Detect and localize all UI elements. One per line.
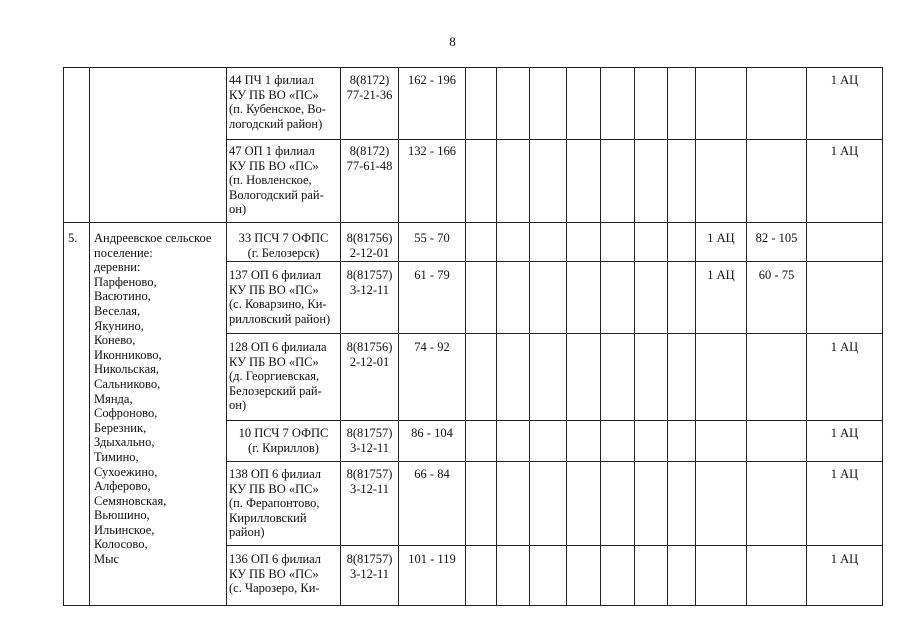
equipment-count: 1 АЦ <box>830 426 859 440</box>
table-border-bottom <box>63 605 883 606</box>
equipment-count: 1 АЦ <box>830 73 859 87</box>
phone: 8(81756) 2-12-01 <box>346 231 393 260</box>
fire-unit: 137 ОП 6 филиал КУ ПБ ВО «ПС» (с. Коварзино, Ки- рилловский район) <box>229 268 331 326</box>
equipment-count: 1 АЦ <box>830 467 859 481</box>
page-number: 8 <box>449 34 456 49</box>
fire-unit: 128 ОП 6 филиала КУ ПБ ВО «ПС» (д. Георгиевская, Белозерский рай- он) <box>229 340 327 413</box>
equipment-count: 1 АЦ <box>707 268 735 282</box>
phone: 8(81757) 3-12-11 <box>346 467 393 496</box>
arrival-range-secondary: 60 - 75 <box>758 268 795 282</box>
phone: 8(8172) 77-61-48 <box>346 144 393 173</box>
column-divider <box>496 67 497 606</box>
column-divider <box>529 67 530 606</box>
fire-unit: 136 ОП 6 филиал КУ ПБ ВО «ПС» (с. Чарозеро, Ки- <box>229 552 322 596</box>
arrival-range: 132 - 166 <box>408 144 456 158</box>
column-divider <box>667 67 668 606</box>
equipment-count: 1 АЦ <box>707 231 735 245</box>
table-border-top <box>63 67 883 68</box>
fire-unit: 138 ОП 6 филиал КУ ПБ ВО «ПС» (п. Ферапонтово, Кирилловский район) <box>229 467 322 540</box>
column-divider <box>600 67 601 606</box>
fire-unit: 47 ОП 1 филиал КУ ПБ ВО «ПС» (п. Новленское, Вологодский рай- он) <box>229 144 324 217</box>
phone: 8(81757) 3-12-11 <box>346 552 393 581</box>
row-divider <box>226 461 883 462</box>
arrival-range: 66 - 84 <box>414 467 450 481</box>
equipment-count: 1 АЦ <box>830 340 859 354</box>
arrival-range: 162 - 196 <box>408 73 456 87</box>
arrival-range-secondary: 82 - 105 <box>755 231 798 245</box>
column-divider <box>695 67 696 606</box>
column-divider <box>89 67 90 606</box>
row-divider <box>226 333 883 334</box>
phone: 8(81757) 3-12-11 <box>346 426 393 455</box>
arrival-range: 61 - 79 <box>414 268 450 282</box>
arrival-range: 55 - 70 <box>414 231 450 245</box>
table-border-right <box>882 67 883 606</box>
column-divider <box>226 67 227 606</box>
arrival-range: 86 - 104 <box>411 426 453 440</box>
settlement-list: Андреевское сельское поселение: деревни: Парфеново, Васютино, Веселая, Якунино, Конево, Иконниково, Никольская, Сальниково, Мянда, Софроново, Березник, Здыхально, Тимино, Сухоежино, Алферово, Семяновская, Вьюшино, Ильинское, Колосово, Мыс <box>94 231 212 567</box>
phone: 8(8172) 77-21-36 <box>346 73 393 102</box>
row-divider <box>226 139 883 140</box>
equipment-count: 1 АЦ <box>830 144 859 158</box>
equipment-count: 1 АЦ <box>830 552 859 566</box>
row-divider <box>63 222 883 223</box>
column-divider <box>746 67 747 606</box>
phone: 8(81756) 2-12-01 <box>346 340 393 369</box>
column-divider <box>566 67 567 606</box>
arrival-range: 74 - 92 <box>414 340 450 354</box>
table-border-left <box>63 67 64 606</box>
column-divider <box>465 67 466 606</box>
fire-unit: 44 ПЧ 1 филиал КУ ПБ ВО «ПС» (п. Кубенское, Во- логодский район) <box>229 73 326 131</box>
row-divider <box>226 261 883 262</box>
phone: 8(81757) 3-12-11 <box>346 268 393 297</box>
arrival-range: 101 - 119 <box>408 552 456 566</box>
column-divider <box>634 67 635 606</box>
fire-unit: 33 ПСЧ 7 ОФПС (г. Белозерск) <box>238 231 329 260</box>
row-number: 5. <box>68 231 78 245</box>
row-divider <box>226 545 883 546</box>
row-divider <box>226 420 883 421</box>
fire-unit: 10 ПСЧ 7 ОФПС (г. Кириллов) <box>238 426 329 455</box>
